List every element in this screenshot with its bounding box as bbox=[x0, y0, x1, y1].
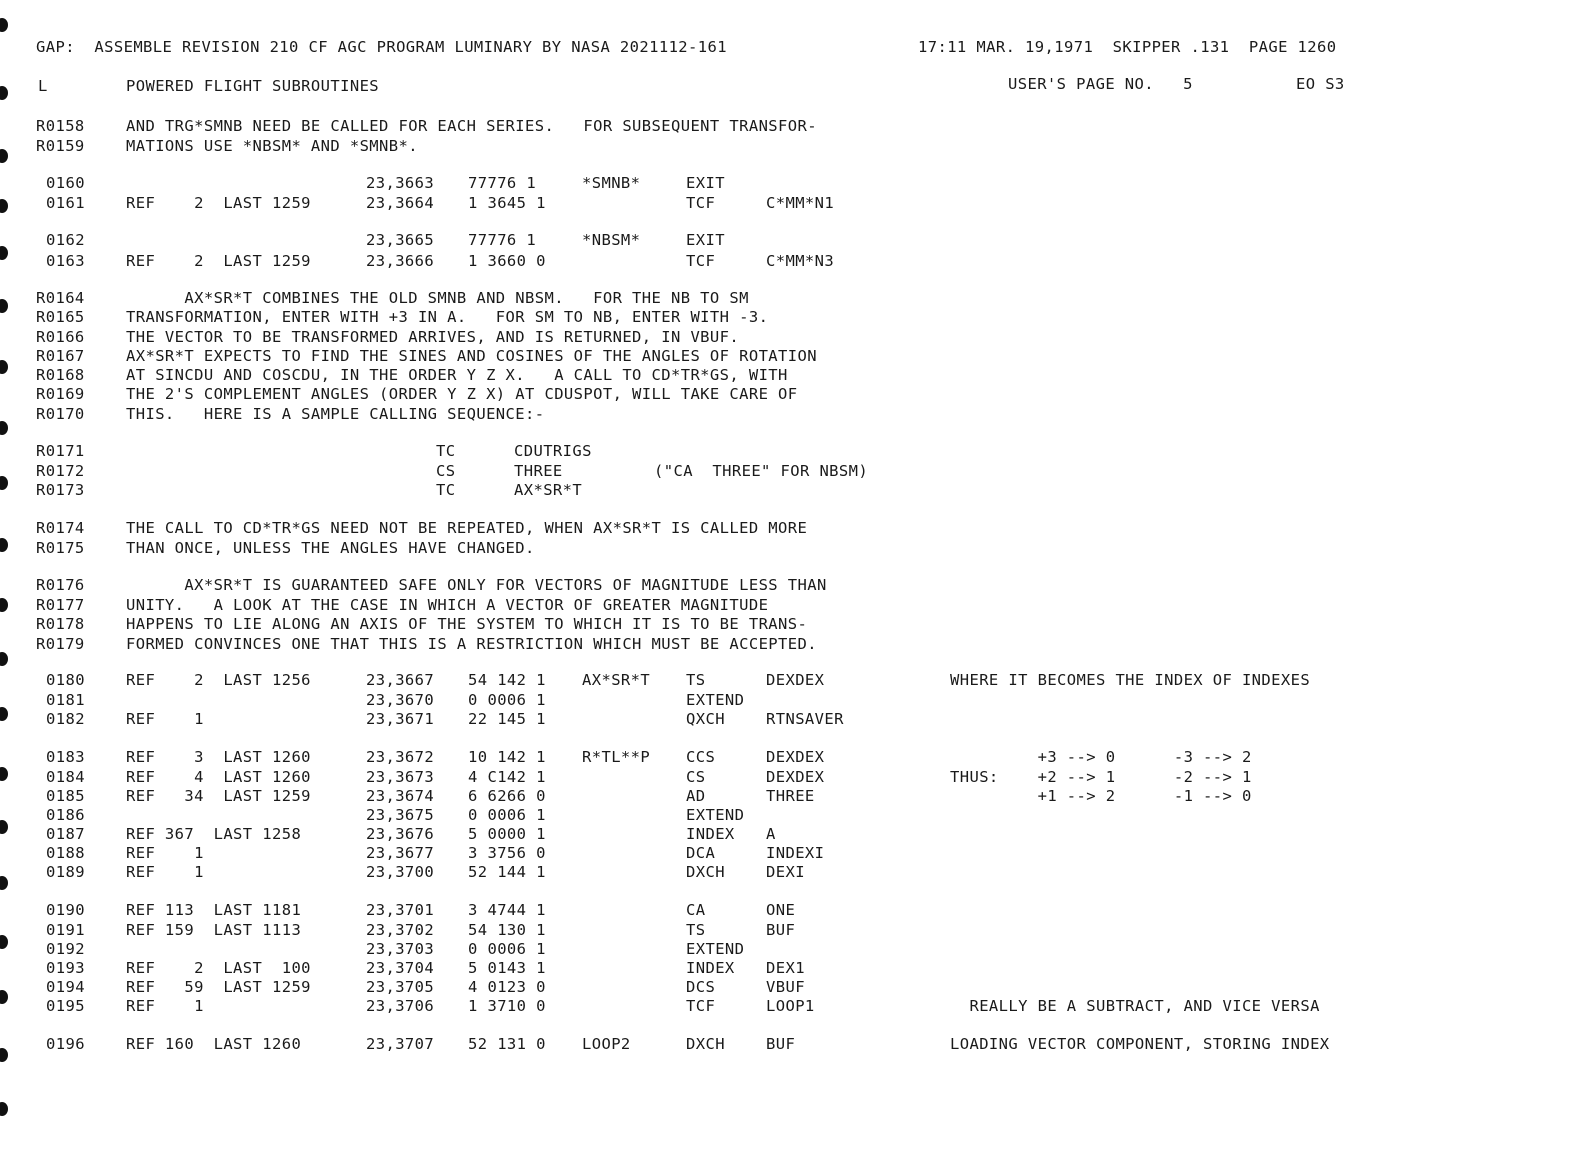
remark-text: AX*SR*T IS GUARANTEED SAFE ONLY FOR VECTORS OF MAGNITUDE LESS THAN bbox=[126, 576, 827, 594]
remark-text: HAPPENS TO LIE ALONG AN AXIS OF THE SYSTEM TO WHICH IT IS TO BE TRANS- bbox=[126, 615, 808, 633]
line-number: 0163 bbox=[46, 252, 85, 270]
operand: BUF bbox=[766, 1035, 796, 1053]
reference-info: REF 2 LAST 1259 bbox=[126, 252, 311, 270]
opcode: CS bbox=[436, 462, 456, 480]
reference-info: REF 3 LAST 1260 bbox=[126, 748, 311, 766]
operand: INDEXI bbox=[766, 844, 825, 862]
octal-word: 10 142 1 bbox=[468, 748, 546, 766]
operand: RTNSAVER bbox=[766, 710, 844, 728]
opcode: EXIT bbox=[686, 174, 725, 192]
opcode: EXTEND bbox=[686, 806, 745, 824]
opcode: CCS bbox=[686, 748, 716, 766]
octal-word: 3 3756 0 bbox=[468, 844, 546, 862]
line-number: R0158 bbox=[36, 117, 85, 135]
symbol-label: *SMNB* bbox=[582, 174, 641, 192]
remark-text: THAN ONCE, UNLESS THE ANGLES HAVE CHANGED. bbox=[126, 539, 535, 557]
punch-hole bbox=[0, 1102, 8, 1116]
line-number: 0161 bbox=[46, 194, 85, 212]
remark-text: MATIONS USE *NBSM* AND *SMNB*. bbox=[126, 137, 418, 155]
address: 23,3705 bbox=[366, 978, 435, 996]
octal-word: 5 0143 1 bbox=[468, 959, 546, 977]
line-number: R0168 bbox=[36, 366, 85, 384]
line-number: 0195 bbox=[46, 997, 85, 1015]
reference-info: REF 2 LAST 100 bbox=[126, 959, 311, 977]
opcode: EXTEND bbox=[686, 691, 745, 709]
address: 23,3666 bbox=[366, 252, 435, 270]
comment: THUS: +2 --> 1 -2 --> 1 bbox=[950, 768, 1252, 786]
operand: VBUF bbox=[766, 978, 805, 996]
punch-hole bbox=[0, 86, 8, 100]
line-number: 0187 bbox=[46, 825, 85, 843]
operand: BUF bbox=[766, 921, 796, 939]
octal-word: 5 0000 1 bbox=[468, 825, 546, 843]
line-number: 0190 bbox=[46, 901, 85, 919]
octal-word: 54 130 1 bbox=[468, 921, 546, 939]
opcode: TC bbox=[436, 442, 456, 460]
opcode: TS bbox=[686, 921, 706, 939]
operand: THREE bbox=[766, 787, 815, 805]
octal-word: 1 3645 1 bbox=[468, 194, 546, 212]
subheader-marker: L bbox=[38, 77, 48, 95]
operand: A bbox=[766, 825, 776, 843]
line-number: 0160 bbox=[46, 174, 85, 192]
remark-text: THE CALL TO CD*TR*GS NEED NOT BE REPEATED, WHEN AX*SR*T IS CALLED MORE bbox=[126, 519, 808, 537]
reference-info: REF 1 bbox=[126, 844, 204, 862]
punch-hole bbox=[0, 767, 8, 781]
reference-info: REF 1 bbox=[126, 710, 204, 728]
octal-word: 0 0006 1 bbox=[468, 940, 546, 958]
opcode: INDEX bbox=[686, 825, 735, 843]
remark-text: AX*SR*T EXPECTS TO FIND THE SINES AND COSINES OF THE ANGLES OF ROTATION bbox=[126, 347, 817, 365]
reference-info: REF 2 LAST 1256 bbox=[126, 671, 311, 689]
line-number: 0186 bbox=[46, 806, 85, 824]
octal-word: 4 C142 1 bbox=[468, 768, 546, 786]
reference-info: REF 4 LAST 1260 bbox=[126, 768, 311, 786]
address: 23,3675 bbox=[366, 806, 435, 824]
reference-info: REF 367 LAST 1258 bbox=[126, 825, 302, 843]
opcode: AD bbox=[686, 787, 706, 805]
line-number: 0193 bbox=[46, 959, 85, 977]
line-number: 0162 bbox=[46, 231, 85, 249]
address: 23,3677 bbox=[366, 844, 435, 862]
operand: AX*SR*T bbox=[514, 481, 583, 499]
remark-text: AX*SR*T COMBINES THE OLD SMNB AND NBSM. FOR THE NB TO SM bbox=[126, 289, 749, 307]
operand: CDUTRIGS bbox=[514, 442, 592, 460]
punch-hole bbox=[0, 876, 8, 890]
operand: THREE bbox=[514, 462, 563, 480]
line-number: R0171 bbox=[36, 442, 85, 460]
octal-word: 77776 1 bbox=[468, 174, 537, 192]
octal-word: 52 144 1 bbox=[468, 863, 546, 881]
opcode: EXTEND bbox=[686, 940, 745, 958]
line-number: 0180 bbox=[46, 671, 85, 689]
punch-hole bbox=[0, 652, 8, 666]
opcode: QXCH bbox=[686, 710, 725, 728]
address: 23,3663 bbox=[366, 174, 435, 192]
line-number: R0177 bbox=[36, 596, 85, 614]
opcode: INDEX bbox=[686, 959, 735, 977]
operand: LOOP1 bbox=[766, 997, 815, 1015]
opcode: TC bbox=[436, 481, 456, 499]
punch-hole bbox=[0, 199, 8, 213]
octal-word: 1 3660 0 bbox=[468, 252, 546, 270]
header-left: GAP: ASSEMBLE REVISION 210 CF AGC PROGRAM LUMINARY BY NASA 2021112-161 bbox=[36, 38, 727, 56]
symbol-label: AX*SR*T bbox=[582, 671, 651, 689]
address: 23,3664 bbox=[366, 194, 435, 212]
line-number: R0169 bbox=[36, 385, 85, 403]
line-number: 0192 bbox=[46, 940, 85, 958]
line-number: R0159 bbox=[36, 137, 85, 155]
opcode: DXCH bbox=[686, 863, 725, 881]
address: 23,3703 bbox=[366, 940, 435, 958]
symbol-label: LOOP2 bbox=[582, 1035, 631, 1053]
line-number: R0172 bbox=[36, 462, 85, 480]
octal-word: 6 6266 0 bbox=[468, 787, 546, 805]
line-number: 0181 bbox=[46, 691, 85, 709]
line-number: 0194 bbox=[46, 978, 85, 996]
header-right: 17:11 MAR. 19,1971 SKIPPER .131 PAGE 1260 bbox=[918, 38, 1337, 56]
line-number: 0191 bbox=[46, 921, 85, 939]
user-page-number: USER'S PAGE NO. 5 bbox=[1008, 75, 1193, 93]
opcode: TS bbox=[686, 671, 706, 689]
line-number: 0184 bbox=[46, 768, 85, 786]
reference-info: REF 59 LAST 1259 bbox=[126, 978, 311, 996]
octal-word: 77776 1 bbox=[468, 231, 537, 249]
punch-hole bbox=[0, 149, 8, 163]
comment: +3 --> 0 -3 --> 2 bbox=[950, 748, 1252, 766]
octal-word: 0 0006 1 bbox=[468, 806, 546, 824]
operand: ONE bbox=[766, 901, 796, 919]
address: 23,3704 bbox=[366, 959, 435, 977]
comment: ("CA THREE" FOR NBSM) bbox=[654, 462, 869, 480]
line-number: R0173 bbox=[36, 481, 85, 499]
address: 23,3674 bbox=[366, 787, 435, 805]
remark-text: THE 2'S COMPLEMENT ANGLES (ORDER Y Z X) AT CDUSPOT, WILL TAKE CARE OF bbox=[126, 385, 798, 403]
line-number: R0166 bbox=[36, 328, 85, 346]
opcode: CS bbox=[686, 768, 706, 786]
octal-word: 4 0123 0 bbox=[468, 978, 546, 996]
line-number: R0179 bbox=[36, 635, 85, 653]
operand: DEXDEX bbox=[766, 768, 825, 786]
address: 23,3667 bbox=[366, 671, 435, 689]
comment: WHERE IT BECOMES THE INDEX OF INDEXES bbox=[950, 671, 1311, 689]
punch-hole bbox=[0, 598, 8, 612]
punch-hole bbox=[0, 299, 8, 313]
reference-info: REF 34 LAST 1259 bbox=[126, 787, 311, 805]
line-number: 0189 bbox=[46, 863, 85, 881]
opcode: EXIT bbox=[686, 231, 725, 249]
reference-info: REF 160 LAST 1260 bbox=[126, 1035, 302, 1053]
line-number: R0178 bbox=[36, 615, 85, 633]
reference-info: REF 1 bbox=[126, 863, 204, 881]
line-number: R0165 bbox=[36, 308, 85, 326]
operand: DEXDEX bbox=[766, 748, 825, 766]
remark-text: FORMED CONVINCES ONE THAT THIS IS A RESTRICTION WHICH MUST BE ACCEPTED. bbox=[126, 635, 817, 653]
octal-word: 54 142 1 bbox=[468, 671, 546, 689]
opcode: DCS bbox=[686, 978, 716, 996]
operand: DEXDEX bbox=[766, 671, 825, 689]
operand: DEX1 bbox=[766, 959, 805, 977]
line-number: 0188 bbox=[46, 844, 85, 862]
opcode: TCF bbox=[686, 997, 716, 1015]
address: 23,3702 bbox=[366, 921, 435, 939]
opcode: DXCH bbox=[686, 1035, 725, 1053]
octal-word: 3 4744 1 bbox=[468, 901, 546, 919]
address: 23,3700 bbox=[366, 863, 435, 881]
remark-text: THIS. HERE IS A SAMPLE CALLING SEQUENCE:- bbox=[126, 405, 545, 423]
line-number: R0164 bbox=[36, 289, 85, 307]
octal-word: 22 145 1 bbox=[468, 710, 546, 728]
symbol-label: *NBSM* bbox=[582, 231, 641, 249]
remark-text: UNITY. A LOOK AT THE CASE IN WHICH A VECTOR OF GREATER MAGNITUDE bbox=[126, 596, 769, 614]
operand: C*MM*N1 bbox=[766, 194, 835, 212]
remark-text: AT SINCDU AND COSCDU, IN THE ORDER Y Z X. A CALL TO CD*TR*GS, WITH bbox=[126, 366, 788, 384]
comment: REALLY BE A SUBTRACT, AND VICE VERSA bbox=[950, 997, 1320, 1015]
remark-text: AND TRG*SMNB NEED BE CALLED FOR EACH SERIES. FOR SUBSEQUENT TRANSFOR- bbox=[126, 117, 817, 135]
subheader-title: POWERED FLIGHT SUBROUTINES bbox=[126, 77, 380, 95]
line-number: R0175 bbox=[36, 539, 85, 557]
address: 23,3676 bbox=[366, 825, 435, 843]
opcode: DCA bbox=[686, 844, 716, 862]
punch-hole bbox=[0, 421, 8, 435]
octal-word: 1 3710 0 bbox=[468, 997, 546, 1015]
remark-text: TRANSFORMATION, ENTER WITH +3 IN A. FOR SM TO NB, ENTER WITH -3. bbox=[126, 308, 769, 326]
punch-hole bbox=[0, 707, 8, 721]
address: 23,3672 bbox=[366, 748, 435, 766]
line-number: R0174 bbox=[36, 519, 85, 537]
punch-hole bbox=[0, 18, 8, 32]
opcode: CA bbox=[686, 901, 706, 919]
punch-hole bbox=[0, 538, 8, 552]
address: 23,3671 bbox=[366, 710, 435, 728]
line-number: 0185 bbox=[46, 787, 85, 805]
punch-hole bbox=[0, 246, 8, 260]
operand: DEXI bbox=[766, 863, 805, 881]
address: 23,3707 bbox=[366, 1035, 435, 1053]
line-number: 0183 bbox=[46, 748, 85, 766]
address: 23,3665 bbox=[366, 231, 435, 249]
line-number: 0182 bbox=[46, 710, 85, 728]
octal-word: 0 0006 1 bbox=[468, 691, 546, 709]
reference-info: REF 113 LAST 1181 bbox=[126, 901, 302, 919]
remark-text: THE VECTOR TO BE TRANSFORMED ARRIVES, AND IS RETURNED, IN VBUF. bbox=[126, 328, 740, 346]
operand: C*MM*N3 bbox=[766, 252, 835, 270]
comment: LOADING VECTOR COMPONENT, STORING INDEX bbox=[950, 1035, 1330, 1053]
punch-hole bbox=[0, 820, 8, 834]
octal-word: 52 131 0 bbox=[468, 1035, 546, 1053]
opcode: TCF bbox=[686, 194, 716, 212]
line-number: R0167 bbox=[36, 347, 85, 365]
reference-info: REF 2 LAST 1259 bbox=[126, 194, 311, 212]
symbol-label: R*TL**P bbox=[582, 748, 651, 766]
address: 23,3701 bbox=[366, 901, 435, 919]
line-number: R0170 bbox=[36, 405, 85, 423]
punch-hole bbox=[0, 990, 8, 1004]
address: 23,3706 bbox=[366, 997, 435, 1015]
reference-info: REF 159 LAST 1113 bbox=[126, 921, 302, 939]
opcode: TCF bbox=[686, 252, 716, 270]
punch-hole bbox=[0, 360, 8, 374]
comment: +1 --> 2 -1 --> 0 bbox=[950, 787, 1252, 805]
reference-info: REF 1 bbox=[126, 997, 204, 1015]
line-number: R0176 bbox=[36, 576, 85, 594]
punch-hole bbox=[0, 476, 8, 490]
address: 23,3670 bbox=[366, 691, 435, 709]
punch-hole bbox=[0, 935, 8, 949]
address: 23,3673 bbox=[366, 768, 435, 786]
punch-hole bbox=[0, 1048, 8, 1062]
line-number: 0196 bbox=[46, 1035, 85, 1053]
subheader-code: EO S3 bbox=[1296, 75, 1345, 93]
